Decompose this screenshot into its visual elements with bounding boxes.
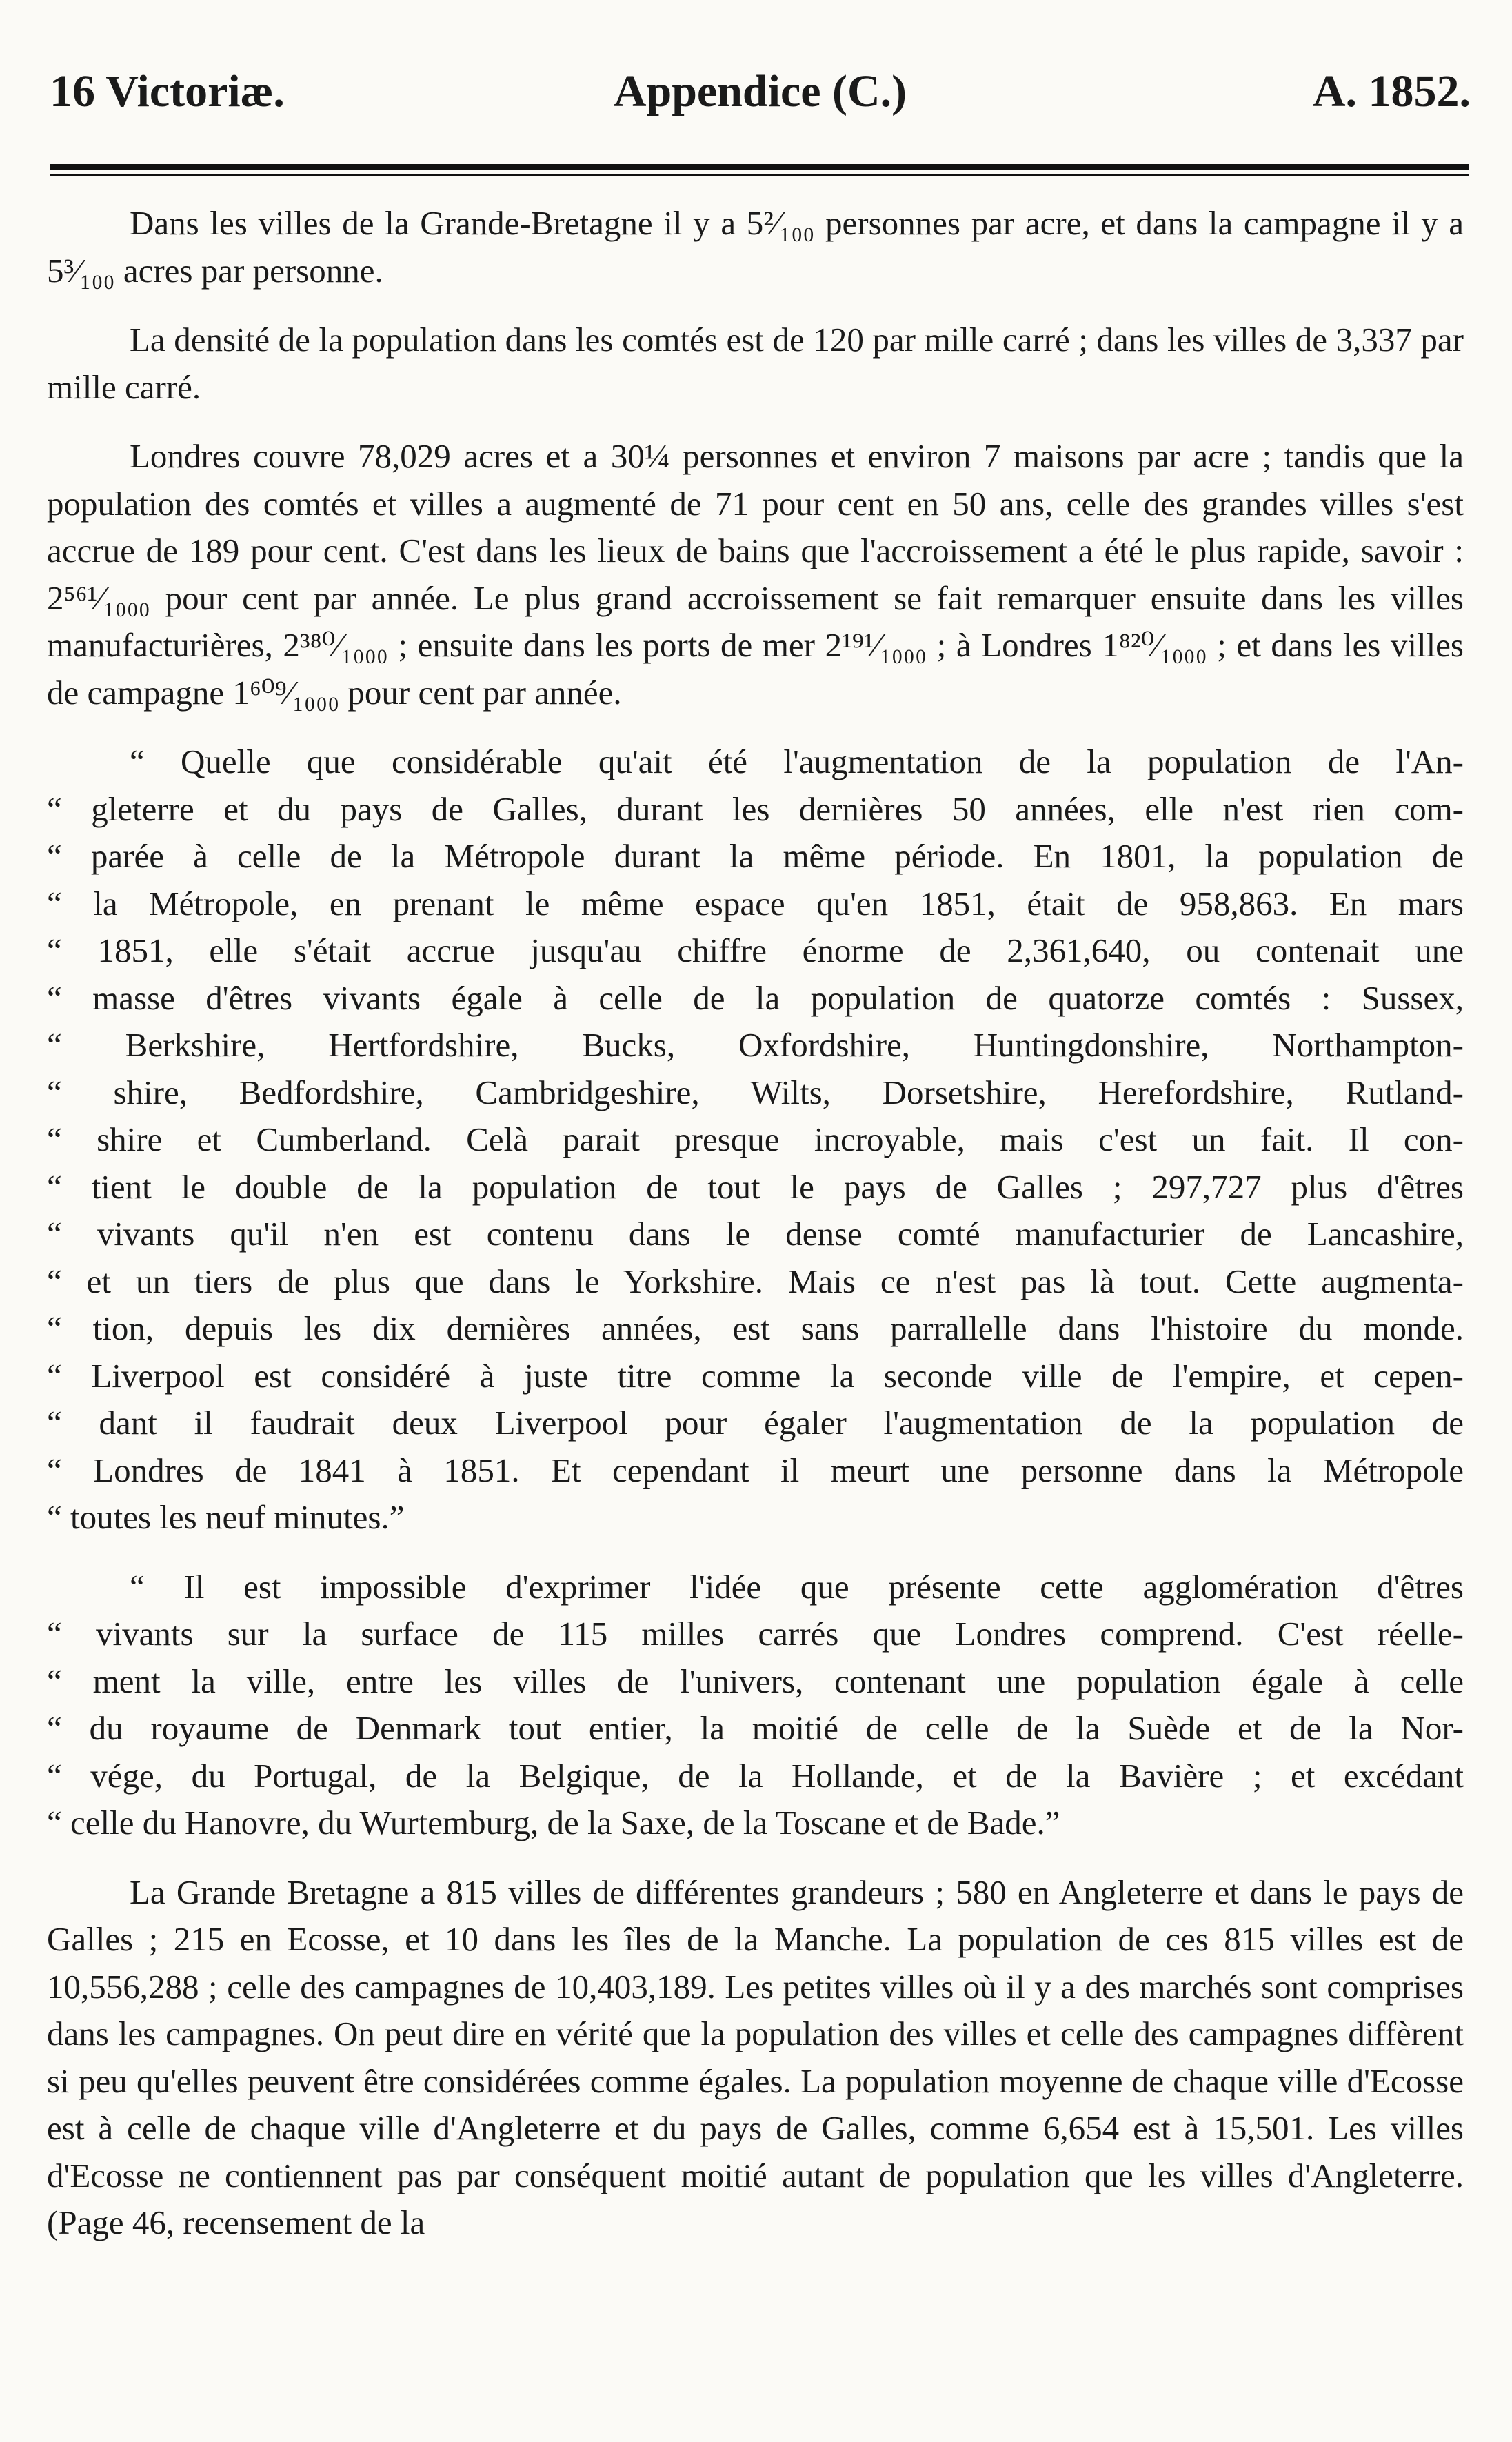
quote-line: “ vivants sur la surface de 115 milles carrés que Londres comprend. C'est réelle- [47,1615,1464,1653]
quote-line: “ dant il faudrait deux Liverpool pour égaler l'augmentation de la population de [47,1404,1464,1442]
quote-line: “ parée à celle de la Métropole durant la même période. En 1801, la population de [47,837,1464,875]
quote-line: “ vége, du Portugal, de la Belgique, de la Hollande, et de la Bavière ; et excédant [47,1756,1464,1795]
quote-line: “ toutes les neuf minutes.” [47,1498,405,1536]
quote-line: “ Londres de 1841 à 1851. Et cependant il meurt une personne dans la Métropole [47,1451,1464,1489]
quote-line: “ Berkshire, Hertfordshire, Bucks, Oxfordshire, Huntingdonshire, Northampton- [47,1026,1464,1064]
quote-line: “ shire, Bedfordshire, Cambridgeshire, Wilts, Dorsetshire, Herefordshire, Rutland- [47,1073,1464,1111]
header-year: A. 1852. [1312,66,1471,117]
header-rule-thick [50,164,1469,170]
paragraph-town-count: La Grande Bretagne a 815 villes de différentes grandeurs ; 580 en Angleterre et dans le pays de Galles ; 215 en Ecosse, et 10 dans les îles de la Manche. La population de ces 815 villes est de 10,556,288 ; celle des campagnes de 10,403,189. Les petites villes où il y a des marchés sont comprises dans les campagnes. On peut dire en vérité que la population des villes et celle des campagnes diffèrent si peu qu'elles peuvent être considérées comme égales. La population moyenne de chaque ville d'Ecosse est à celle de chaque ville d'Angleterre et du pays de Galles, comme 6,654 est à 15,501. Les villes d'Ecosse ne contiennent pas par conséquent moitié autant de population que les villes d'Angleterre. (Page 46, recensement de la [47,1873,1464,2241]
quote-line: “ tient le double de la population de tout le pays de Galles ; 297,727 plus d'êtres [47,1167,1464,1206]
quote-line: “ 1851, elle s'était accrue jusqu'au chiffre énorme de 2,361,640, ou contenait une [47,931,1464,969]
quote-line: “ la Métropole, en prenant le même espace qu'en 1851, était de 958,863. En mars [47,884,1464,922]
quote-line: “ Il est impossible d'exprimer l'idée que présente cette agglomération d'êtres [130,1567,1464,1606]
quote-line: “ du royaume de Denmark tout entier, la moitié de celle de la Suède et de la Nor- [47,1709,1464,1747]
quotation-agglomeration [47,1564,1464,1847]
quotation-metropole [47,738,1464,1542]
quote-line: “ masse d'êtres vivants égale à celle de la population de quatorze comtés : Sussex, [47,978,1464,1017]
paragraph-density-acre: Dans les villes de la Grande-Bretagne il y a 5²⁄₁₀₀ personnes par acre, et dans la campagne il y a 5³⁄₁₀₀ acres par personne. [47,204,1464,290]
quote-line: “ gleterre et du pays de Galles, durant les dernières 50 années, elle n'est rien com- [47,789,1464,828]
paragraph-density-mile: La densité de la population dans les comtés est de 120 par mille carré ; dans les villes de 3,337 par mille carré. [47,321,1464,406]
quote-line: “ Quelle que considérable qu'ait été l'augmentation de la population de l'An- [130,743,1464,780]
paragraph-london-growth: Londres couvre 78,029 acres et a 30¼ personnes et environ 7 maisons par acre ; tandis que la population des comtés et villes a augmenté de 71 pour cent en 50 ans, celle des grandes villes s'est accrue de 189 pour cent. C'est dans les lieux de bains que l'accroissement a été le plus rapide, savoir : 2⁵⁶¹⁄₁₀₀₀ pour cent par année. Le plus grand accroissement se fait remarquer ensuite dans les villes manufacturières, 2³⁸⁰⁄₁₀₀₀ ; ensuite dans les ports de mer 2¹⁹¹⁄₁₀₀₀ ; à Londres 1⁸²⁰⁄₁₀₀₀ ; et dans les villes de campagne 1⁶⁰⁹⁄₁₀₀₀ pour cent par année. [47,437,1464,712]
quote-line: “ vivants qu'il n'en est contenu dans le dense comté manufacturier de Lancashire, [47,1215,1464,1253]
quote-line: “ et un tiers de plus que dans le Yorkshire. Mais ce n'est pas là tout. Cette augmenta- [47,1262,1464,1300]
quote-line: “ shire et Cumberland. Celà parait presque incroyable, mais c'est un fait. Il con- [47,1120,1464,1158]
document-body [47,200,1464,2269]
quote-line: “ ment la ville, entre les villes de l'univers, contenant une population égale à celle [47,1662,1464,1700]
header-rule-thin [50,174,1469,176]
quote-line: “ tion, depuis les dix dernières années, est sans parrallelle dans l'histoire du monde. [47,1309,1464,1347]
header-title: Appendice (C.) [613,66,907,117]
quote-line: “ Liverpool est considéré à juste titre comme la seconde ville de l'empire, et cepen- [47,1356,1464,1395]
header-session: 16 Victoriæ. [50,66,285,117]
quote-line: “ celle du Hanovre, du Wurtemburg, de la Saxe, de la Toscane et de Bade.” [47,1804,1060,1841]
page-header [50,65,1471,134]
